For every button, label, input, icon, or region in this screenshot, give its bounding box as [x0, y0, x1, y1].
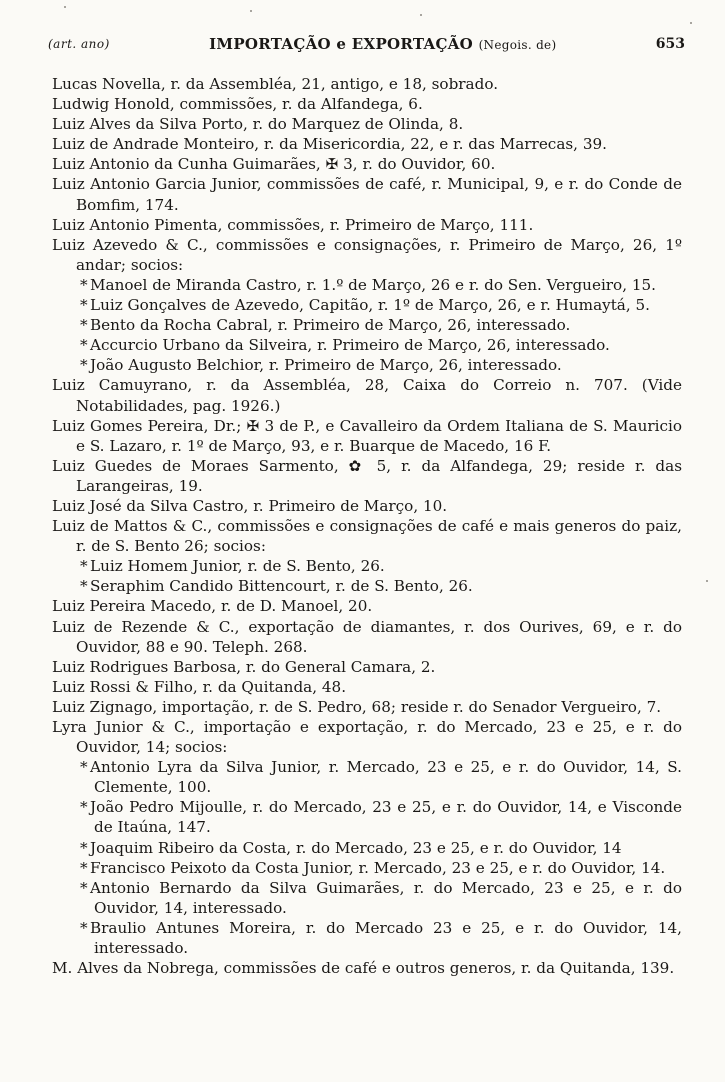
directory-entry: [52, 456, 682, 496]
entry-text: Accurcio Urbano da Silveira, r. Primeiro de Março, 26, interessado.: [90, 336, 610, 355]
directory-entry: [52, 697, 682, 717]
directory-entry: [52, 174, 682, 214]
entry-text: Luiz de Mattos & C., commissões e consignações de café e mais generos do paiz, r. de S. Bento 26; socios:: [52, 517, 682, 556]
entry-text: Braulio Antunes Moreira, r. do Mercado 23 e 25, e r. do Ouvidor, 14, interessado.: [90, 918, 682, 958]
directory-entry: [52, 154, 682, 174]
entry-text: João Augusto Belchior, r. Primeiro de Março, 26, interessado.: [90, 356, 562, 375]
entry-text: Luiz de Andrade Monteiro, r. da Misericordia, 22, e r. das Marrecas, 39.: [52, 135, 607, 154]
entry-text: Luiz Homem Junior, r. de S. Bento, 26.: [90, 557, 385, 576]
directory-entry: [52, 375, 682, 415]
entry-text: Luiz Alves da Silva Porto, r. do Marquez de Olinda, 8.: [52, 115, 464, 134]
entry-text: Lucas Novella, r. da Assembléa, 21, antigo, e 18, sobrado.: [52, 75, 499, 93]
asterisk-icon: *: [80, 557, 88, 576]
directory-entry: [52, 617, 682, 657]
entry-text: Bento da Rocha Cabral, r. Primeiro de Março, 26, interessado.: [90, 316, 571, 335]
partner-entry: [52, 576, 682, 596]
asterisk-icon: *: [80, 296, 88, 315]
directory-entry: [52, 596, 682, 616]
entry-text: Antonio Lyra da Silva Junior, r. Mercado, 23 e 25, e r. do Ouvidor, 14, S. Clemente, 100.: [90, 758, 682, 797]
asterisk-icon: *: [80, 356, 88, 375]
entry-text: Luiz Azevedo & C., commissões e consignações, r. Primeiro de Março, 26, 1º andar; socios:: [52, 235, 682, 274]
asterisk-icon: *: [80, 918, 88, 937]
print-speck: [690, 22, 692, 24]
directory-entry: [52, 717, 682, 757]
directory-entry: [52, 958, 682, 978]
directory-entry: [52, 657, 682, 677]
header-left: (art. ano): [48, 37, 110, 51]
directory-entry: [52, 134, 682, 154]
entry-text: M. Alves da Nobrega, commissões de café e outros generos, r. da Quitanda, 139.: [52, 959, 675, 978]
asterisk-icon: *: [80, 838, 88, 857]
directory-entry: [52, 235, 682, 275]
entry-text: João Pedro Mijoulle, r. do Mercado, 23 e 25, e r. do Ouvidor, 14, e Visconde de Itaúna, 147.: [90, 798, 682, 837]
entry-text: Luiz Gomes Pereira, Dr.; ✠ 3 de P., e Cavalleiro da Ordem Italiana de S. Mauricio e S. Lazaro, r. 1º de Março, 93, e r. Buarque de Macedo, 16 F.: [52, 416, 682, 455]
entry-text: Luiz Camuyrano, r. da Assembléa, 28, Caixa do Correio n. 707. (Vide Notabilidades, pag. 1926.): [52, 376, 682, 415]
asterisk-icon: *: [80, 316, 88, 335]
asterisk-icon: *: [80, 758, 88, 777]
asterisk-icon: *: [80, 858, 88, 877]
entry-text: Luiz Zignago, importação, r. de S. Pedro, 68; reside r. do Senador Vergueiro, 7.: [52, 697, 662, 716]
directory-entry: [52, 416, 682, 456]
entry-text: Francisco Peixoto da Costa Junior, r. Mercado, 23 e 25, e r. do Ouvidor, 14.: [90, 858, 666, 877]
directory-entry: [52, 516, 682, 556]
partner-entry: [52, 275, 682, 295]
asterisk-icon: *: [80, 878, 88, 897]
partner-entry: [52, 858, 682, 878]
entry-text: Luiz Gonçalves de Azevedo, Capitão, r. 1º de Março, 26, e r. Humaytá, 5.: [90, 296, 651, 315]
entry-text: Luiz Rossi & Filho, r. da Quitanda, 48.: [52, 677, 347, 696]
asterisk-icon: *: [80, 798, 88, 817]
entry-text: Luiz Antonio Garcia Junior, commissões de café, r. Municipal, 9, e r. do Conde de Bomfim, 174.: [52, 175, 682, 214]
partner-entry: [52, 315, 682, 335]
partner-entry: [52, 838, 682, 858]
asterisk-icon: *: [80, 275, 88, 294]
entry-text: Manoel de Miranda Castro, r. 1.º de Março, 26 e r. do Sen. Vergueiro, 15.: [90, 275, 657, 294]
print-speck: [250, 10, 252, 12]
entry-text: Antonio Bernardo da Silva Guimarães, r. do Mercado, 23 e 25, e r. do Ouvidor, 14, interessado.: [90, 878, 682, 917]
title-subtitle: (Negois. de): [478, 38, 557, 52]
entry-text: Luiz José da Silva Castro, r. Primeiro de Março, 10.: [52, 496, 448, 515]
entry-text: Lyra Junior & C., importação e exportação, r. do Mercado, 23 e 25, e r. do Ouvidor, 14; socios:: [52, 718, 682, 757]
partner-entry: [52, 295, 682, 315]
directory-entry: [52, 496, 682, 516]
page-number: 653: [655, 36, 685, 52]
print-speck: [64, 6, 66, 8]
entry-text: Luiz Antonio da Cunha Guimarães, ✠ 3, r. do Ouvidor, 60.: [52, 155, 496, 174]
print-speck: [706, 580, 708, 582]
entry-text: Luiz Rodrigues Barbosa, r. do General Camara, 2.: [52, 657, 436, 676]
partner-entry: [52, 878, 682, 918]
partner-entry: [52, 918, 682, 958]
partner-entry: [52, 335, 682, 355]
entry-text: Luiz Pereira Macedo, r. de D. Manoel, 20.: [52, 597, 373, 616]
entry-list: [52, 74, 682, 978]
directory-entry: [52, 677, 682, 697]
directory-entry: [52, 215, 682, 235]
directory-entry: [52, 114, 682, 134]
partner-entry: [52, 757, 682, 797]
entry-text: Luiz Guedes de Moraes Sarmento, ✿ 5, r. da Alfandega, 29; reside r. das Larangeiras, 19.: [52, 456, 682, 495]
entry-text: Ludwig Honold, commissões, r. da Alfandega, 6.: [52, 95, 423, 114]
entry-text: Luiz de Rezende & C., exportação de diamantes, r. dos Ourives, 69, e r. do Ouvidor, 88 e 90. Teleph. 268.: [52, 617, 682, 656]
partner-entry: [52, 556, 682, 576]
entry-text: Luiz Antonio Pimenta, commissões, r. Primeiro de Março, 111.: [52, 215, 534, 234]
entry-text: Joaquim Ribeiro da Costa, r. do Mercado, 23 e 25, e r. do Ouvidor, 14: [90, 838, 622, 857]
page-header: [48, 30, 685, 58]
page-title: [209, 35, 556, 53]
title-text: IMPORTAÇÃO e EXPORTAÇÃO: [209, 35, 474, 53]
entry-text: Seraphim Candido Bittencourt, r. de S. Bento, 26.: [90, 577, 473, 596]
asterisk-icon: *: [80, 336, 88, 355]
partner-entry: [52, 355, 682, 375]
directory-entry: [52, 74, 682, 94]
print-speck: [420, 14, 422, 16]
directory-entry: [52, 94, 682, 114]
asterisk-icon: *: [80, 577, 88, 596]
partner-entry: [52, 797, 682, 837]
